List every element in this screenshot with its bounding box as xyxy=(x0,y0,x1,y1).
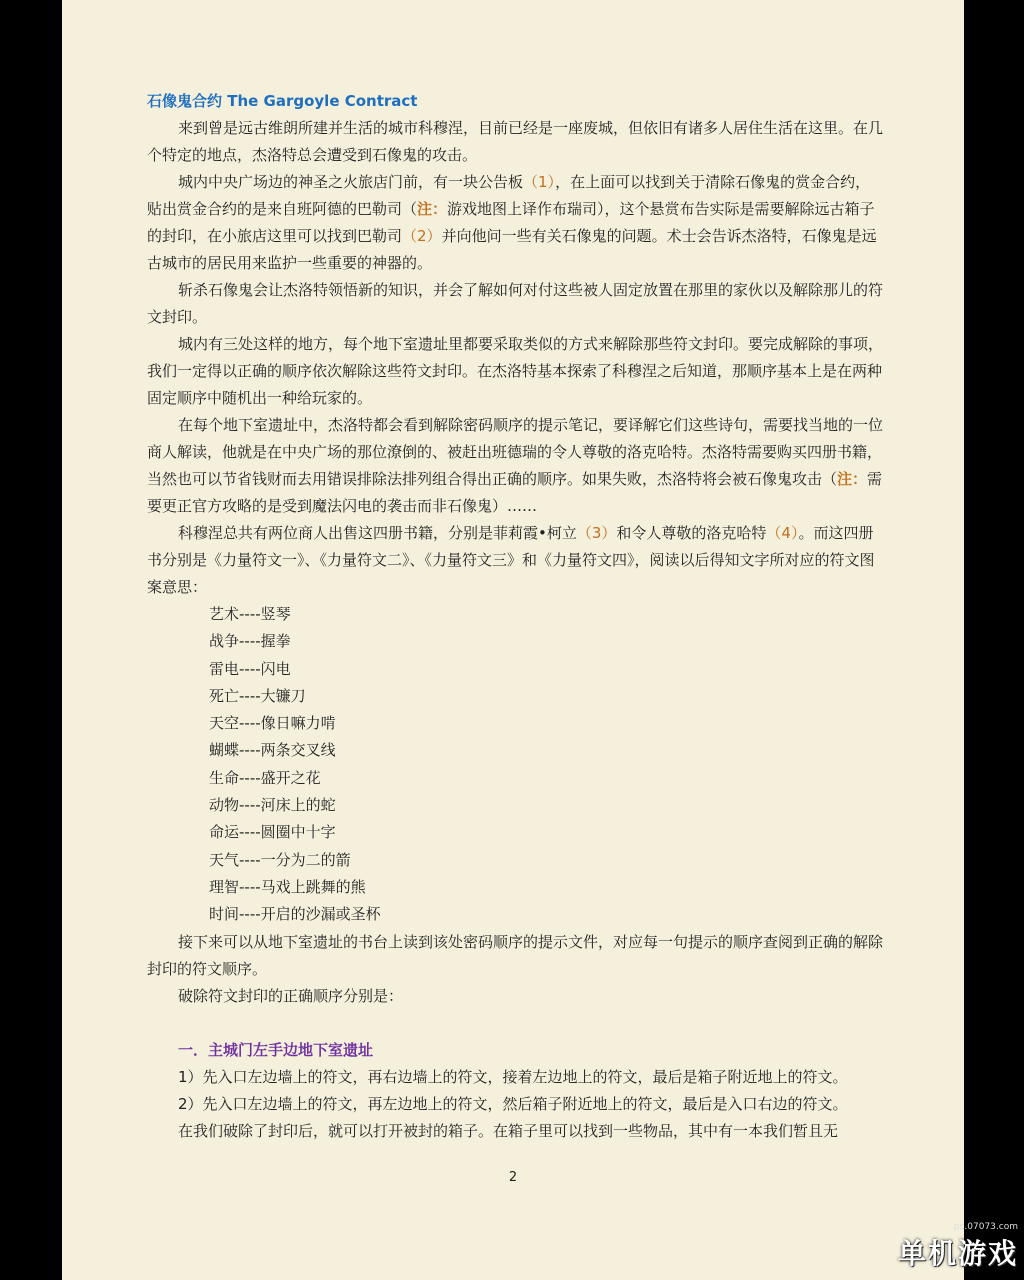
glossary-item: 理智----马戏上跳舞的熊 xyxy=(209,877,366,896)
paragraph-6 xyxy=(147,520,883,601)
document-body xyxy=(147,88,883,1145)
glossary-item: 时间----开启的沙漏或圣杯 xyxy=(209,905,381,924)
note-label: 注： xyxy=(837,470,868,488)
order-item-1: 1）先入口左边墙上的符文，再右边墙上的符文，接着左边地上的符文，最后是箱子附近地上的符文。 xyxy=(178,1067,848,1086)
text-span: 并向他问一些有关石像鬼的问题。术士会告诉杰洛特，石像鬼是远古城市的居民用来监护一些重要的神器的。 xyxy=(147,227,877,272)
map-reference-3: （3） xyxy=(576,524,617,542)
paragraph-2 xyxy=(147,169,883,277)
text-span: 科穆涅总共有两位商人出售这四册书籍，分别是菲莉霞•柯立 xyxy=(178,524,577,542)
note-label: 注： xyxy=(417,200,448,218)
paragraph-1: 来到曾是远古维朗所建并生活的城市科穆涅，目前已经是一座废城，但依旧有诸多人居住生活在这里。在几个特定的地点，杰洛特总会遭受到石像鬼的攻击。 xyxy=(147,119,884,164)
paragraph-5 xyxy=(147,412,883,520)
rune-glossary xyxy=(147,601,883,929)
text-span: 游戏地图上译作布瑞司），这个悬赏布告实际是需要解除远古箱子的封印，在小旅店这里可以找到巴勒司 xyxy=(147,200,875,245)
paragraph-7: 接下来可以从地下室遗址的书台上读到该处密码顺序的提示文件，对应每一句提示的顺序查阅到正确的解除封印的符文顺序。 xyxy=(147,932,884,978)
glossary-item: 生命----盛开之花 xyxy=(209,768,321,787)
glossary-item: 命运----圆圈中十字 xyxy=(209,823,336,842)
text-span: ，在上面可以找到关于清除石像鬼的赏金合约，贴出赏金合约的是来自班阿德的巴勒司（ xyxy=(147,173,871,218)
glossary-item: 战争----握拳 xyxy=(209,632,291,651)
paragraph-4: 城内有三处这样的地方，每个地下室遗址里都要采取类似的方式来解除那些符文封印。要完成解除的事项，我们一定得以正确的顺序依次解除这些符文封印。在杰洛特基本探索了科穆涅之后知道，那顺序基本上是在两种固定顺序中随机出一种给玩家的。 xyxy=(147,335,884,407)
paragraph-9: 在我们破除了封印后，就可以打开被封的箱子。在箱子里可以找到一些物品，其中有一本我们暂且无 xyxy=(178,1121,839,1140)
subsection-heading: 一．主城门左手边地下室遗址 xyxy=(178,1040,374,1059)
order-item-2: 2）先入口左边墙上的符文，再左边地上的符文，然后箱子附近地上的符文，最后是入口右边的符文。 xyxy=(178,1094,848,1113)
text-span: 城内中央广场边的神圣之火旅店门前，有一块公告板 xyxy=(178,173,524,191)
text-span: 需要更正官方攻略的是受到魔法闪电的袭击而非石像鬼）…… xyxy=(147,470,883,515)
glossary-item: 蝴蝶----两条交叉线 xyxy=(209,741,336,760)
paragraph-8: 破除符文封印的正确顺序分别是： xyxy=(178,986,404,1005)
section-title: 石像鬼合约 The Gargoyle Contract xyxy=(147,92,418,110)
map-reference-1: （1） xyxy=(523,173,556,191)
text-span: 。而这四册书分别是《力量符文一》、《力量符文二》、《力量符文三》和《力量符文四》，阅读以后得知文字所对应的符文图案意思： xyxy=(147,524,875,596)
map-reference-4: （4） xyxy=(766,524,799,542)
site-watermark xyxy=(898,1222,1018,1272)
map-reference-2: （2） xyxy=(402,227,442,245)
paragraph-3: 斩杀石像鬼会让杰洛特领悟新的知识，并会了解如何对付这些被人固定放置在那里的家伙以及解除那儿的符文封印。 xyxy=(147,281,884,326)
glossary-item: 天空----像日嘛力啃 xyxy=(209,714,336,733)
text-span: 和令人尊敬的洛克哈特 xyxy=(616,524,767,542)
page-number: 2 xyxy=(508,1170,518,1185)
glossary-item: 死亡----大镰刀 xyxy=(209,686,306,705)
glossary-item: 动物----河床上的蛇 xyxy=(209,796,336,815)
glossary-item: 艺术----竖琴 xyxy=(209,605,291,623)
text-span: 在每个地下室遗址中，杰洛特都会看到解除密码顺序的提示笔记，要译解它们这些诗句，需要找当地的一位商人解读，他就是在中央广场的那位潦倒的、被赶出班德瑞的令人尊敬的洛克哈特。杰洛特需要购买四册书籍，当然也可以节省钱财而去用错误排除法排列组合得出正确的顺序。如果失败，杰洛特将会被石像鬼攻击（ xyxy=(147,416,884,488)
watermark-logo: 单机游戏 xyxy=(897,1237,1018,1270)
glossary-item: 雷电----闪电 xyxy=(209,659,291,678)
document-page xyxy=(62,0,964,1280)
watermark-url: pc.07073.com xyxy=(953,1222,1018,1232)
glossary-item: 天气----一分为二的箭 xyxy=(209,850,351,869)
